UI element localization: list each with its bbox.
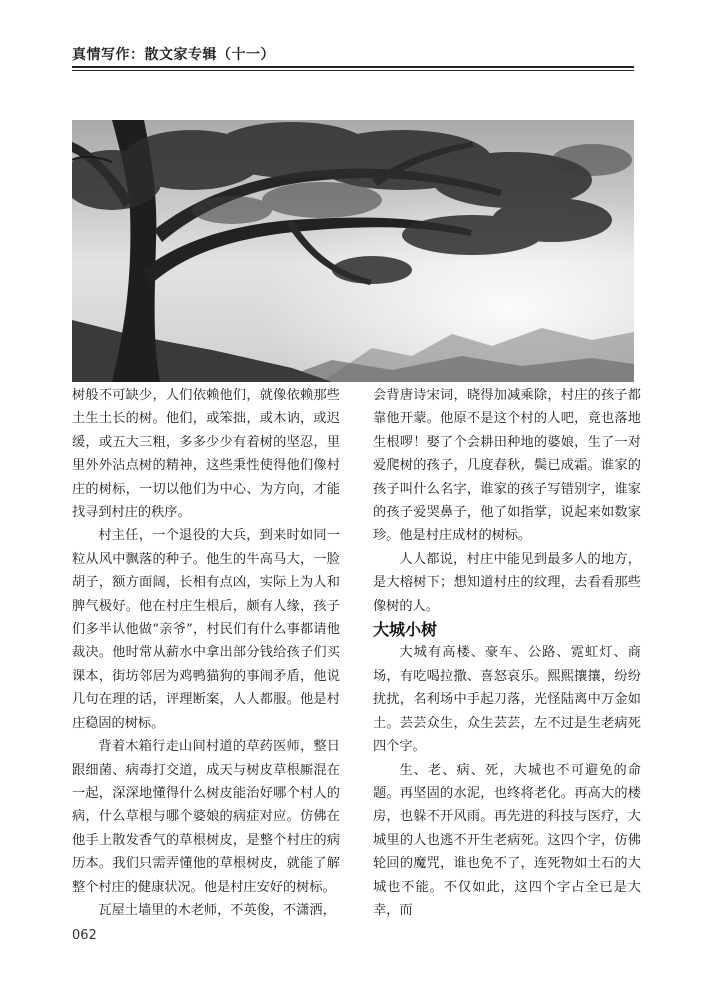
header-rule-thin — [72, 70, 634, 71]
section-title: 大城小树 — [373, 620, 438, 640]
running-header: 真情写作：散文家专辑（十一） — [72, 47, 275, 63]
paragraph: 大城有高楼、豪车、公路、霓虹灯、商场，有吃喝拉撒、喜怒哀乐。熙熙攘攘，纷纷扰扰，名利场中手起刀落，光怪陆离中万金如土。芸芸众生，众生芸芸，左不过是生老病死四个字。 — [373, 645, 641, 755]
page-number: 062 — [72, 928, 97, 943]
tree-photograph — [72, 120, 634, 382]
paragraph: 村主任，一个退役的大兵，到来时如同一粒从风中飘落的种子。他生的牛高马大，一脸胡子，额方面阔，长相有点凶，实际上为人和脾气极好。他在村庄生根后，颇有人缘，孩子们多半认他做“亲爷”，村民们有什么事都请他裁决。他时常从薪水中拿出部分钱给孩子们买课本，街坊邻居为鸡鸭猫狗的事闹矛盾，他说几句在理的话，评理断案，人人都服。他是村庄稳固的树标。 — [72, 528, 340, 731]
paragraph: 生、老、病、死，大城也不可避免的命题。再坚固的水泥，也终将老化。再高大的楼房，也躲不开风雨。再先进的科技与医疗，大城里的人也逃不开生老病死。这四个字，仿佛轮回的魔咒，谁也免不了，连死物如土石的大城也不能。不仅如此，这四个字占全已是大幸，而 — [373, 762, 641, 918]
left-column — [72, 384, 340, 922]
header-rule — [72, 66, 634, 68]
tree-illustration — [72, 120, 634, 382]
paragraph: 人人都说，村庄中能见到最多人的地方，是大榕树下；想知道村庄的纹理，去看看那些像树的人。 — [373, 551, 641, 614]
paragraph: 瓦屋土墙里的木老师，不英俊，不潇洒， — [98, 902, 336, 918]
paragraph: 树般不可缺少，人们依赖他们，就像依赖那些土生土长的树。他们，或笨拙，或木讷，或迟缓，或五大三粗，多多少少有着树的坚忍，里里外外沾点树的精神，这些秉性使得他们像村庄的树标，一切以他们为中心、为方向，才能找寻到村庄的秩序。 — [72, 388, 340, 521]
paragraph: 背着木箱行走山间村道的草药医师，整日跟细菌、病毒打交道，成天与树皮草根厮混在一起，深深地懂得什么树皮能治好哪个村人的病，什么草根与哪个婆娘的病症对应。仿佛在他手上散发香气的草根树皮，是整个村庄的病历本。我们只需弄懂他的草根树皮，就能了解整个村庄的健康状况。他是村庄安好的树标。 — [72, 739, 340, 895]
paragraph: 会背唐诗宋词，晓得加减乘除，村庄的孩子都靠他开蒙。他原不是这个村的人吧，竟也落地生根啰！娶了个会耕田种地的婆娘，生了一对爱爬树的孩子，几度春秋，鬓已成霜。谁家的孩子叫什么名字，谁家的孩子写错别字，谁家的孩子爱哭鼻子，他了如指掌，说起来如数家珍。他是村庄成材的树标。 — [373, 388, 641, 544]
right-column — [373, 384, 641, 922]
